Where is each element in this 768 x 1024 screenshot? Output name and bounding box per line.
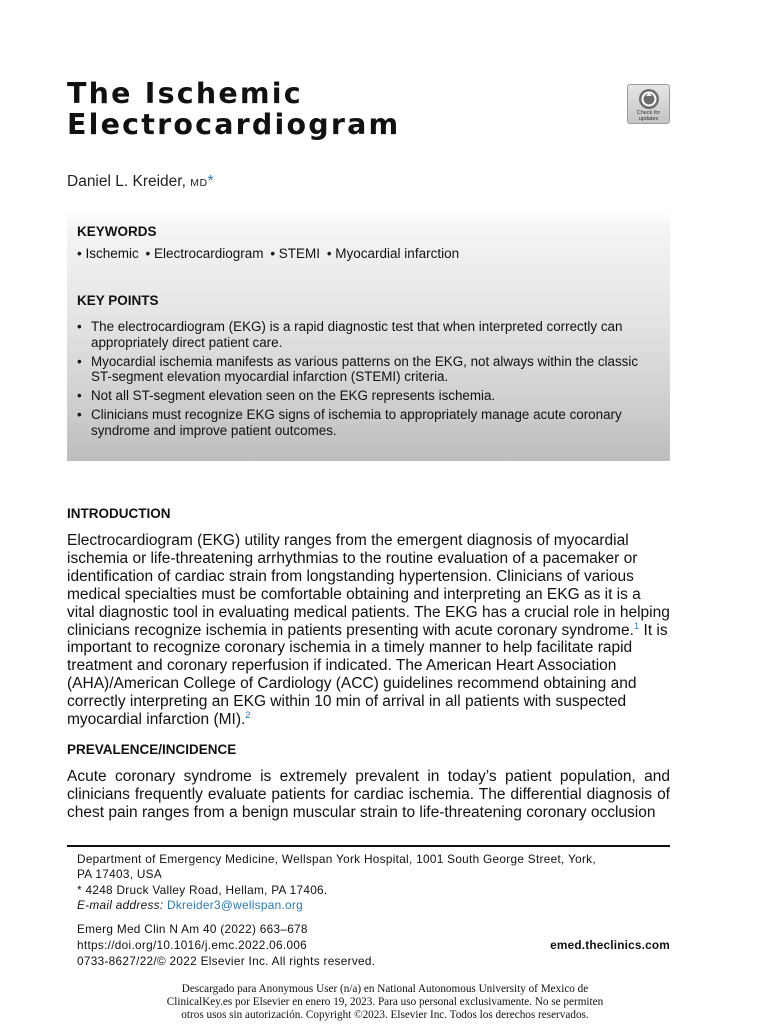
footnote-divider	[67, 845, 670, 847]
title-line-2: Electrocardiogram	[67, 108, 401, 141]
prevalence-heading: PREVALENCE/INCIDENCE	[67, 742, 237, 757]
key-point-item: • Myocardial ischemia manifests as various patterns on the EKG, not always within the classic ST-segment elevation myocardial infarction (STEMI) criteria.	[77, 354, 652, 386]
key-points-heading: KEY POINTS	[77, 293, 159, 308]
doi-link[interactable]: https://doi.org/10.1016/j.emc.2022.06.006	[77, 938, 308, 952]
author-address: * 4248 Druck Valley Road, Hellam, PA 17406.	[77, 883, 328, 897]
reference-link-1[interactable]: 1	[633, 620, 640, 632]
keywords-heading: KEYWORDS	[77, 224, 157, 239]
author-line	[67, 173, 214, 191]
affiliation-line-2: PA 17403, USA	[77, 867, 163, 881]
article-title	[67, 78, 567, 140]
journal-site: emed.theclinics.com	[550, 938, 670, 952]
reference-link-2[interactable]: 2	[245, 709, 251, 721]
key-point-item: • The electrocardiogram (EKG) is a rapid diagnostic test that when interpreted correctly can appropriately direct patient care.	[77, 319, 652, 351]
email-label: E-mail address:	[77, 898, 164, 912]
key-points-list	[77, 319, 652, 442]
email-line	[77, 898, 677, 913]
keywords-list	[77, 246, 462, 261]
download-notice-line-2: ClinicalKey.es por Elsevier en enero 19, 2023. Para uso personal exclusivamente. No se permiten	[166, 995, 604, 1008]
keywords-keypoints-box	[67, 210, 670, 461]
affiliation-line-1: Department of Emergency Medicine, Wellspan York Hospital, 1001 South George Street, York,	[77, 852, 596, 866]
check-for-updates-badge[interactable]	[627, 84, 670, 124]
download-notice-line-3: otros usos sin autorización. Copyright ©2023. Elsevier Inc. Todos los derechos reservados.	[181, 1008, 589, 1021]
introduction-paragraph	[67, 532, 670, 729]
title-line-1: The Ischemic	[67, 77, 303, 110]
prevalence-text: Acute coronary syndrome is extremely prevalent in today’s patient population, and clinicians frequently evaluate patients for cardiac ischemia. The differential diagnosis of chest pain ranges from a benign muscular strain to life-threatening coronary occlusion	[67, 768, 670, 821]
keyword-item: • Myocardial infarction	[326, 246, 460, 261]
keyword-item: • Ischemic	[77, 246, 139, 261]
badge-label-2: updates	[638, 116, 659, 122]
download-notice	[100, 983, 670, 1021]
journal-citation: Emerg Med Clin N Am 40 (2022) 663–678	[77, 922, 308, 936]
badge-label-1: Check for	[636, 110, 661, 116]
key-point-item: • Not all ST-segment elevation seen on the EKG represents ischemia.	[77, 388, 652, 404]
author-degree: MD	[190, 177, 208, 189]
check-for-updates-icon	[638, 88, 660, 110]
keyword-item: • STEMI	[270, 246, 321, 261]
introduction-heading: INTRODUCTION	[67, 506, 171, 521]
download-notice-line-1: Descargado para Anonymous User (n/a) en National Autonomous University of Mexico de	[181, 983, 589, 995]
intro-text-a: Electrocardiogram (EKG) utility ranges from the emergent diagnosis of myocardial ischemia or life-threatening arrhythmias to the routine evaluation of a pacemaker or identification of cardiac strain from longstanding hypertension. Clinicians of various medical specialties must be comfortable obtaining and interpreting an EKG as it is a vital diagnostic tool in evaluating medical patients. The EKG has a crucial role in helping clinicians recognize ischemia in patients presenting with acute coronary syndrome.	[67, 532, 670, 639]
prevalence-paragraph	[67, 768, 670, 822]
keyword-item: • Electrocardiogram	[145, 246, 264, 261]
email-link[interactable]: Dkreider3@wellspan.org	[167, 898, 303, 912]
author-footnote-link[interactable]: *	[207, 173, 214, 190]
intro-text-b: It is important to recognize coronary ischemia in a timely manner to help facilitate rapid treatment and coronary reperfusion if indicated. The American Heart Association (AHA)/American College of Cardiology (ACC) guidelines recommend obtaining and correctly interpreting an EKG within 10 min of arrival in all patients with suspected myocardial infarction (MI).	[67, 621, 668, 729]
author-name: Daniel L. Kreider,	[67, 173, 186, 190]
copyright-line: 0733-8627/22/© 2022 Elsevier Inc. All rights reserved.	[77, 954, 376, 968]
key-point-item: • Clinicians must recognize EKG signs of ischemia to appropriately manage acute coronary syndrome and improve patient outcomes.	[77, 407, 652, 439]
